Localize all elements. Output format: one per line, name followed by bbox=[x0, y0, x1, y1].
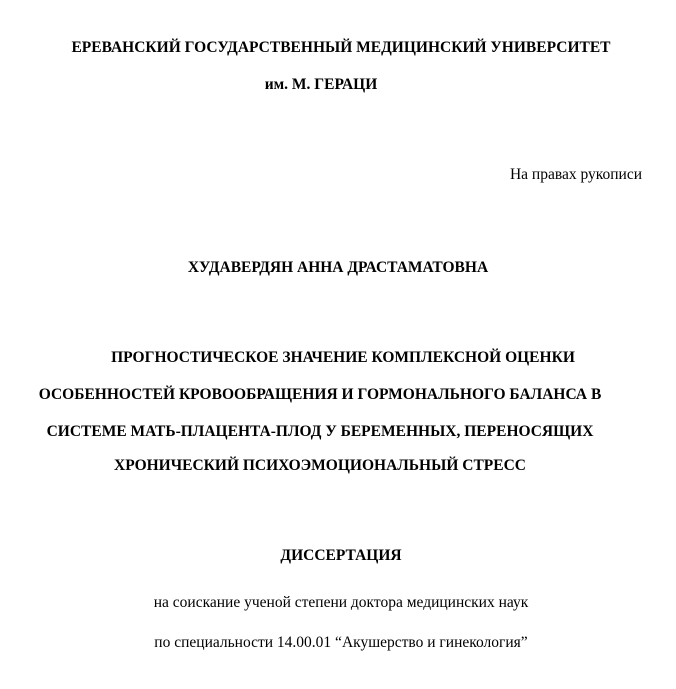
dissertation-title-line: ОСОБЕННОСТЕЙ КРОВООБРАЩЕНИЯ И ГОРМОНАЛЬНОГО БАЛАНСА В bbox=[38, 386, 602, 403]
dissertation-title-line: ПРОГНОСТИЧЕСКОЕ ЗНАЧЕНИЕ КОМПЛЕКСНОЙ ОЦЕНКИ bbox=[111, 349, 575, 366]
document-type: ДИССЕРТАЦИЯ bbox=[280, 547, 402, 564]
manuscript-note: На правах рукописи bbox=[509, 166, 642, 183]
university-name: им. М. ГЕРАЦИ bbox=[264, 76, 378, 93]
dissertation-title-line: СИСТЕМЕ МАТЬ-ПЛАЦЕНТА-ПЛОД У БЕРЕМЕННЫХ, ПЕРЕНОСЯЩИХ bbox=[46, 423, 594, 440]
university-title: ЕРЕВАНСКИЙ ГОСУДАРСТВЕННЫЙ МЕДИЦИНСКИЙ УНИВЕРСИТЕТ bbox=[71, 39, 611, 56]
degree-statement: на соискание ученой степени доктора медицинских наук bbox=[153, 594, 529, 611]
specialty-statement: по специальности 14.00.01 “Акушерство и гинекология” bbox=[154, 634, 528, 651]
author-name: ХУДАВЕРДЯН АННА ДРАСТАМАТОВНА bbox=[187, 259, 489, 276]
dissertation-title-line: ХРОНИЧЕСКИЙ ПСИХОЭМОЦИОНАЛЬНЫЙ СТРЕСС bbox=[114, 457, 526, 474]
